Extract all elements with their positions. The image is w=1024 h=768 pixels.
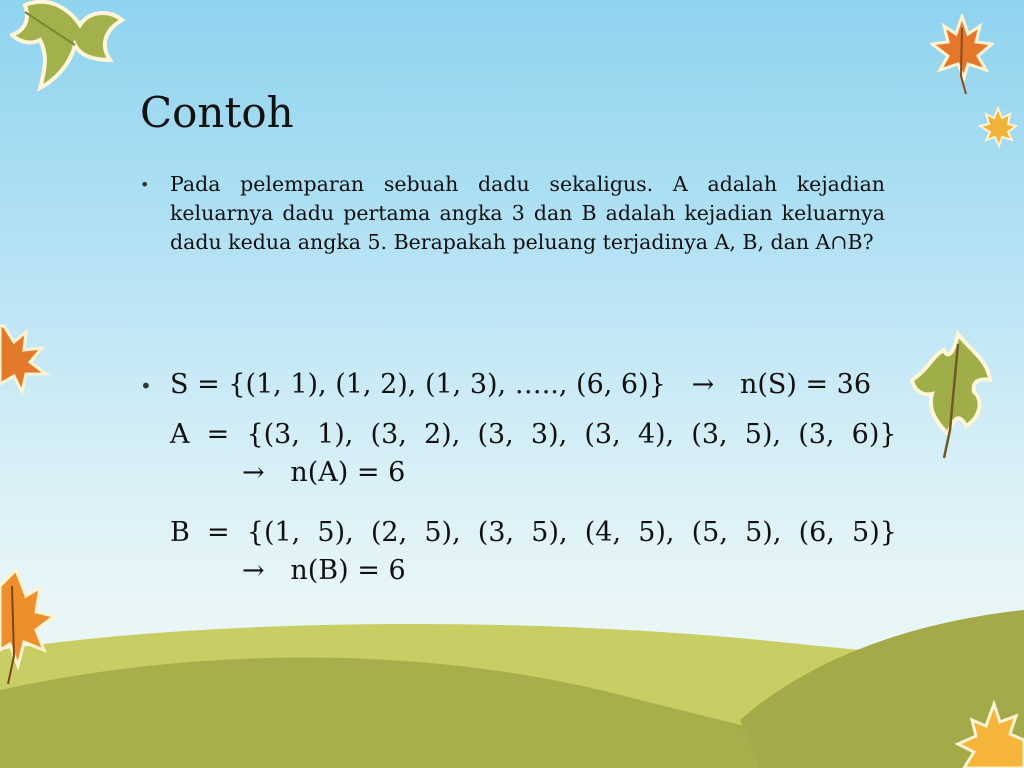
orange-leaf-icon [0,322,50,404]
event-b-count: → n(B) = 6 [242,555,406,586]
bullet-icon: • [140,374,152,398]
event-a-line: A = {(3, 1), (3, 2), (3, 3), (3, 4), (3, 5), (3, 6)} [170,419,897,450]
event-b-line: B = {(1, 5), (2, 5), (3, 5), (4, 5), (5, 5), (6, 5)} [170,517,897,548]
solution-bullet [140,366,897,590]
sample-space-line: S = {(1, 1), (1, 2), (1, 3), ….., (6, 6)} → n(S) = 36 [170,369,872,400]
bullet-icon: • [140,175,150,194]
yellow-leaf-icon [954,700,1024,768]
question-text: Pada pelemparan sebuah dadu sekaligus. A adalah kejadian keluarnya dadu pertama angka 3 dan B adalah kejadian keluarnya dadu kedua angka 5. Berapakah peluang terjadinya A, B, dan A∩B? [170,172,885,254]
event-a-count: → n(A) = 6 [242,457,406,488]
green-leaf-icon [908,330,994,462]
yellow-leaf-icon [978,106,1018,150]
orange-leaf-icon [0,566,56,688]
question-bullet [140,170,885,257]
slide-title: Contoh [140,88,294,137]
maple-leaf-icon [930,14,994,98]
green-leaf-icon [10,0,130,95]
